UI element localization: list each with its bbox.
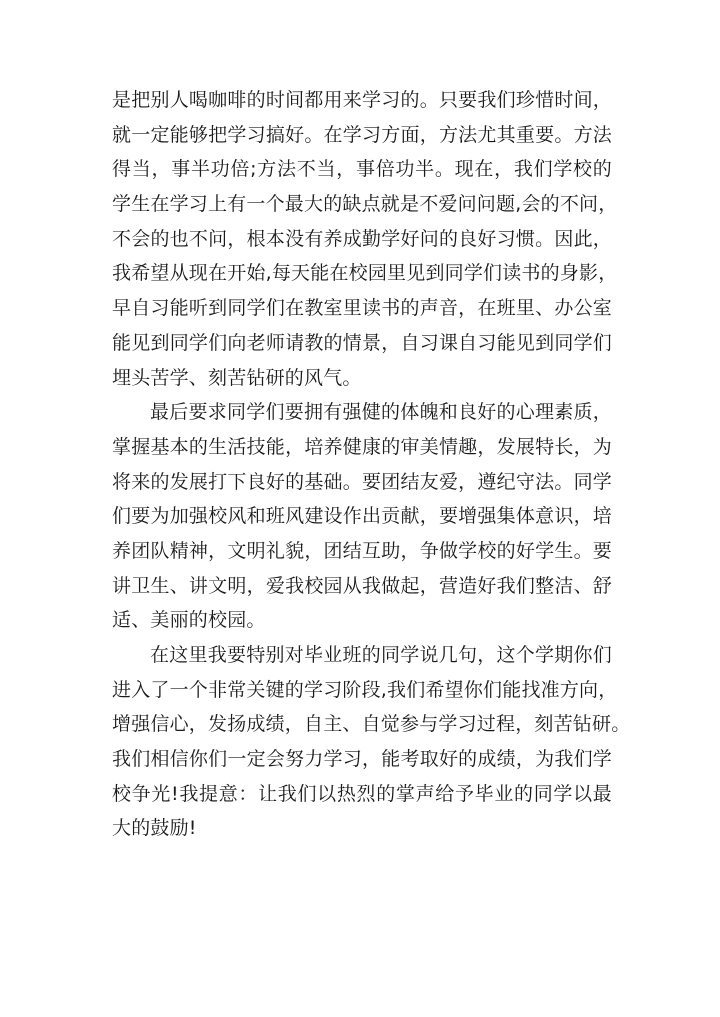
text-line: 讲卫生、讲文明，爱我校园从我做起，营造好我们整洁、舒 xyxy=(112,574,612,597)
body-text xyxy=(112,83,631,846)
text-line: 我们相信你们一定会努力学习，能考取好的成绩，为我们学 xyxy=(112,748,612,771)
text-line: 是把别人喝咖啡的时间都用来学习的。只要我们珍惜时间， xyxy=(112,89,612,111)
text-line: 掌握基本的生活技能，培养健康的审美情趣，发展特长，为 xyxy=(112,435,612,458)
text-line: 不会的也不问，根本没有养成勤学好问的良好习惯。因此， xyxy=(112,227,612,250)
text-line: 校争光!我提意：让我们以热烈的掌声给予毕业的同学以最 xyxy=(112,782,612,805)
paragraph-3 xyxy=(112,638,631,846)
text-line: 将来的发展打下良好的基础。要团结友爱，遵纪守法。同学 xyxy=(112,470,612,493)
paragraph-1 xyxy=(112,83,618,395)
text-line: 得当，事半功倍;方法不当，事倍功半。现在，我们学校的 xyxy=(112,158,612,181)
text-line: 能见到同学们向老师请教的情景，自习课自习能见到同学们 xyxy=(112,331,612,354)
paragraph-2 xyxy=(112,395,612,638)
text-line: 埋头苦学、刻苦钻研的风气。 xyxy=(112,366,362,389)
text-line: 学生在学习上有一个最大的缺点就是不爱问问题,会的不问， xyxy=(112,193,618,216)
text-line: 在这里我要特别对毕业班的同学说几句，这个学期你们 xyxy=(150,644,612,666)
text-line: 适、美丽的校园。 xyxy=(112,609,266,632)
text-line: 养团队精神，文明礼貌，团结互助，争做学校的好学生。要 xyxy=(112,539,612,562)
text-line: 早自习能听到同学们在教室里读书的声音，在班里、办公室 xyxy=(112,297,612,320)
text-line: 们要为加强校风和班风建设作出贡献，要增强集体意识，培 xyxy=(112,505,612,528)
text-line: 就一定能够把学习搞好。在学习方面，方法尤其重要。方法 xyxy=(112,123,612,146)
text-line: 最后要求同学们要拥有强健的体魄和良好的心理素质， xyxy=(150,401,612,424)
text-line: 增强信心，发扬成绩，自主、自觉参与学习过程，刻苦钻研。 xyxy=(112,713,631,736)
text-line: 大的鼓励! xyxy=(112,817,197,840)
text-line: 我希望从现在开始,每天能在校园里见到同学们读书的身影， xyxy=(112,262,618,285)
text-line: 进入了一个非常关键的学习阶段,我们希望你们能找准方向， xyxy=(112,678,618,701)
